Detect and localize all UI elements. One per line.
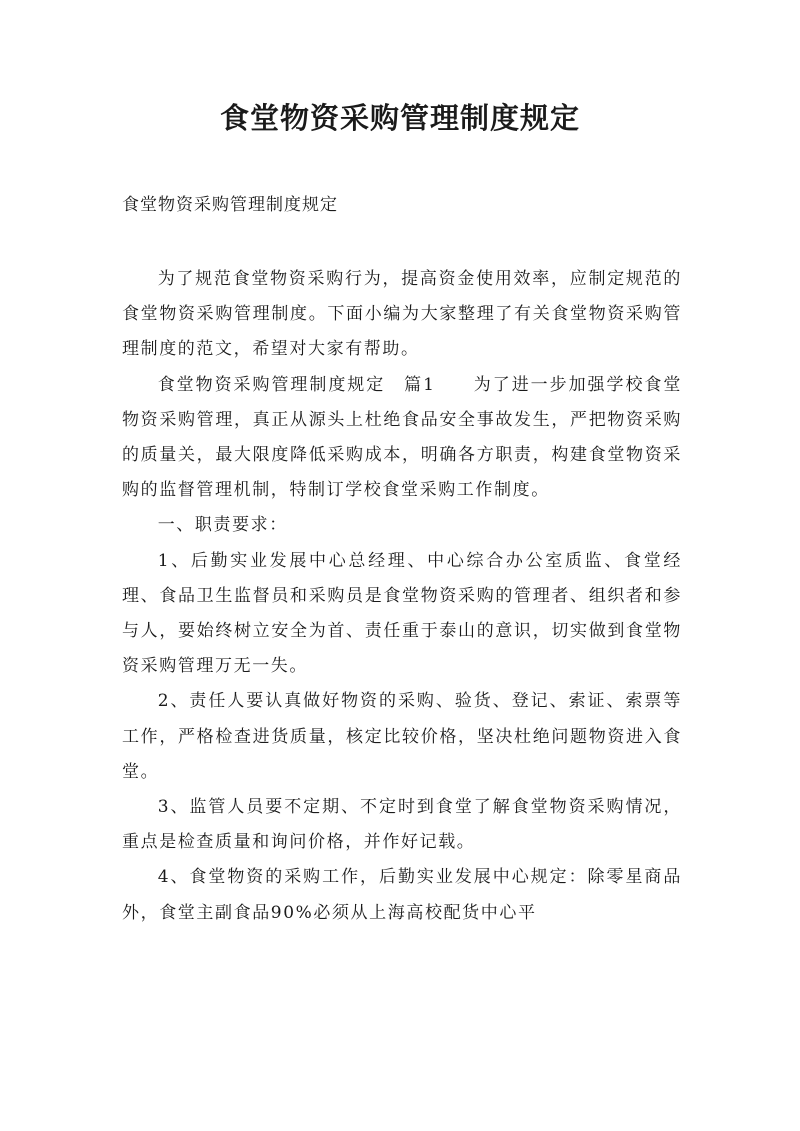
paragraph-article-1: 食堂物资采购管理制度规定 篇1 为了进一步加强学校食堂物资采购管理，真正从源头上杜绝食品安全事故发生，严把物资采购的质量关，最大限度降低采购成本，明确各方职责，构建食堂物资采购的监督管理机制，特制订学校食堂采购工作制度。: [122, 374, 682, 501]
paragraph-item-1: 1、后勤实业发展中心总经理、中心综合办公室质监、食堂经理、食品卫生监督员和采购员是食堂物资采购的管理者、组织者和参与人，要始终树立安全为首、责任重于泰山的意识，切实做到食堂物资采购管理万无一失。: [122, 550, 682, 677]
paragraph-item-2: 2、责任人要认真做好物资的采购、验货、登记、索证、索票等工作，严格检查进货质量，核定比较价格，坚决杜绝问题物资进入食堂。: [122, 691, 682, 782]
section-heading-duties: 一、职责要求：: [157, 515, 288, 536]
document-subtitle: 食堂物资采购管理制度规定: [122, 195, 338, 215]
paragraph-intro: 为了规范食堂物资采购行为，提高资金使用效率，应制定规范的食堂物资采购管理制度。下面小编为大家整理了有关食堂物资采购管理制度的范文，希望对大家有帮助。: [122, 269, 682, 360]
document-title: 食堂物资采购管理制度规定: [219, 101, 580, 135]
paragraph-item-4: 4、食堂物资的采购工作，后勤实业发展中心规定：除零星商品外，食堂主副食品90%必须从上海高校配货中心平: [122, 867, 682, 923]
paragraph-item-3: 3、监管人员要不定期、不定时到食堂了解食堂物资采购情况，重点是检查质量和询问价格，并作好记载。: [122, 797, 682, 853]
document-body: [122, 262, 682, 931]
